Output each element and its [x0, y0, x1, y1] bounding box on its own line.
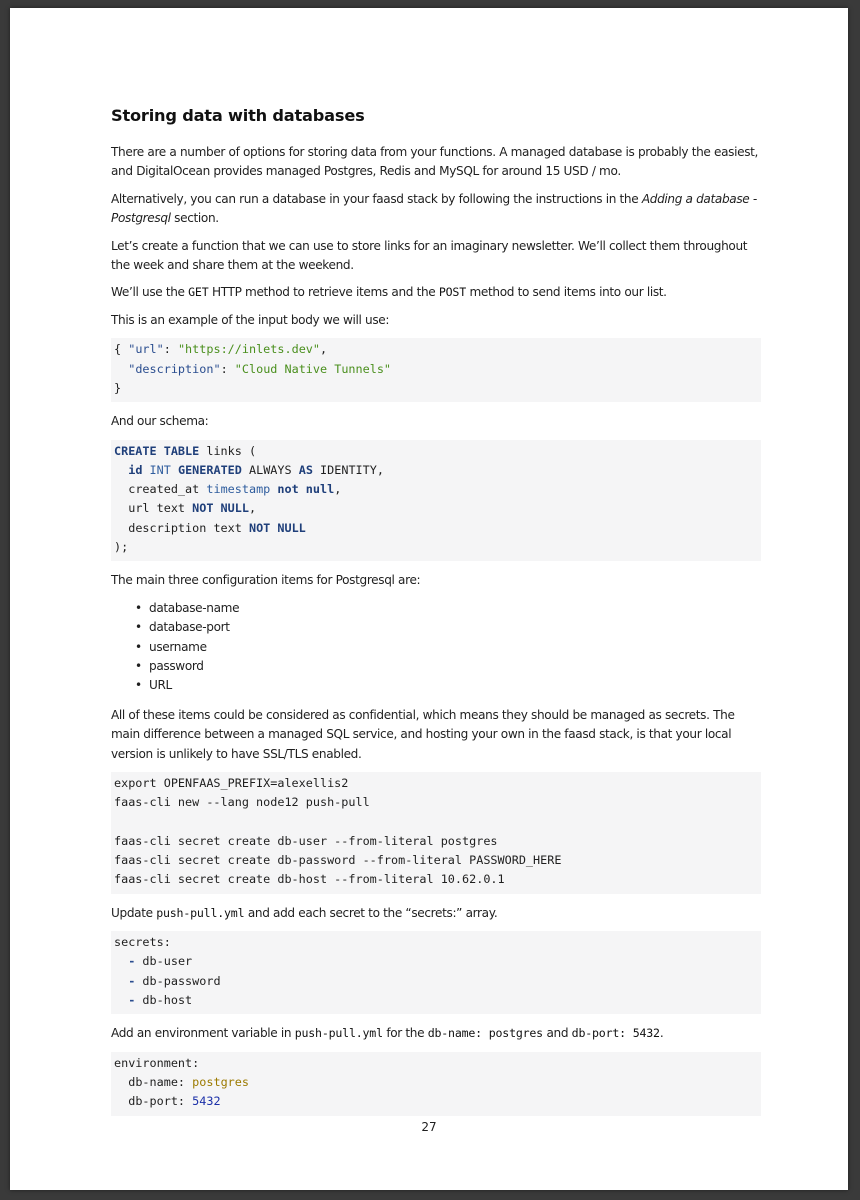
- code-token: not null: [277, 482, 335, 497]
- code-token: ,: [320, 342, 328, 357]
- code-token: db-name:: [128, 1075, 186, 1090]
- page-number: 27: [421, 1120, 437, 1134]
- paragraph-update-yml: [111, 904, 761, 923]
- code-line: faas-cli secret create db-user --from-literal postgres: [114, 833, 498, 848]
- text-segment: HTTP method to retrieve items and the: [208, 285, 439, 300]
- paragraph-alternative: [111, 190, 761, 229]
- code-token: IDENTITY,: [312, 462, 384, 477]
- code-token: );: [114, 540, 129, 555]
- code-block-shell: [111, 772, 761, 894]
- paragraph-intro: There are a number of options for storing data from your functions. A managed database is probably the easiest, and DigitalOcean provides managed Postgres, Redis and MySQL for around 15 USD / mo.: [111, 145, 759, 179]
- code-token: -: [128, 973, 136, 988]
- paragraph-methods: [111, 283, 761, 302]
- code-block-secrets: [111, 931, 761, 1014]
- code-block-sql: [111, 440, 761, 562]
- code-line: faas-cli secret create db-host --from-literal 10.62.0.1: [114, 872, 505, 887]
- code-token: :: [220, 361, 235, 376]
- code-line: faas-cli secret create db-password --from-literal PASSWORD_HERE: [114, 853, 562, 868]
- code-token: db-host: [135, 993, 193, 1008]
- code-token: GENERATED: [177, 462, 242, 477]
- code-line: environment:: [114, 1055, 200, 1070]
- code-token: url text: [128, 501, 193, 516]
- text-segment: and: [542, 1026, 572, 1041]
- list-item: • database-name: [149, 599, 761, 618]
- document-page: [10, 8, 848, 1190]
- inline-code-get: GET: [188, 285, 209, 300]
- code-token: "url": [128, 342, 164, 357]
- inline-code-db-name: db-name: postgres: [427, 1026, 543, 1041]
- text-segment: We’ll use the: [111, 285, 189, 300]
- text-segment: for the: [382, 1026, 428, 1041]
- inline-code-filename: push-pull.yml: [156, 905, 245, 920]
- list-item: • password: [149, 657, 761, 676]
- code-token: links (: [199, 443, 257, 458]
- code-token: description text: [128, 520, 249, 535]
- code-token: created_at: [128, 482, 207, 497]
- code-token: {: [114, 342, 129, 357]
- code-token: db-port:: [128, 1094, 186, 1109]
- list-item: • username: [149, 638, 761, 657]
- code-token: AS: [298, 462, 313, 477]
- code-token: "https://inlets.dev": [177, 342, 320, 357]
- paragraph-input-body: This is an example of the input body we will use:: [111, 312, 390, 327]
- inline-code-filename: push-pull.yml: [294, 1026, 383, 1041]
- list-item: • URL: [149, 676, 761, 695]
- paragraph-schema: And our schema:: [111, 414, 209, 429]
- paragraph-env-var: [111, 1024, 761, 1043]
- code-token: -: [128, 954, 136, 969]
- code-token: NOT NULL: [248, 520, 306, 535]
- code-token: -: [128, 993, 136, 1008]
- code-token: ,: [248, 501, 257, 516]
- code-token: "description": [128, 361, 221, 376]
- code-line: export OPENFAAS_PREFIX=alexellis2: [114, 775, 349, 790]
- text-segment: Update: [111, 905, 157, 920]
- section-heading: Storing data with databases: [111, 106, 365, 125]
- section-reference: Adding a database - Postgresql: [111, 191, 757, 226]
- code-token: db-user: [135, 954, 193, 969]
- code-token: INT: [149, 462, 171, 477]
- code-token: id: [128, 462, 143, 477]
- code-token: db-password: [135, 973, 221, 988]
- code-block-environment: [111, 1052, 761, 1116]
- text-segment: Alternatively, you can run a database in your faasd stack by following the instructions in the: [111, 191, 642, 206]
- text-segment: method to send items into our list.: [466, 285, 667, 300]
- inline-code-db-port: db-port: 5432: [571, 1026, 660, 1041]
- code-token: 5432: [192, 1094, 221, 1109]
- code-line: faas-cli new --lang node12 push-pull: [114, 795, 370, 810]
- paragraph-newsletter: Let’s create a function that we can use to store links for an imaginary newsletter. We’ll collect them throughout the week and share them at the weekend.: [111, 238, 748, 273]
- code-token: CREATE TABLE: [114, 443, 200, 458]
- page-content: [111, 104, 761, 1126]
- code-token: }: [114, 380, 122, 395]
- code-token: timestamp: [206, 482, 271, 497]
- text-segment: Add an environment variable in: [111, 1026, 295, 1041]
- code-token: ALWAYS: [241, 462, 299, 477]
- config-items-list: [111, 599, 761, 696]
- code-token: "Cloud Native Tunnels": [234, 361, 392, 376]
- code-block-json: [111, 338, 761, 402]
- text-segment: section.: [170, 211, 219, 226]
- code-token: ,: [334, 482, 342, 497]
- paragraph-config-intro: The main three configuration items for Postgresql are:: [111, 573, 421, 588]
- code-token: postgres: [192, 1075, 249, 1090]
- list-item: • database-port: [149, 618, 761, 637]
- code-line: secrets:: [114, 935, 171, 950]
- inline-code-post: POST: [438, 285, 466, 300]
- code-token: :: [163, 342, 178, 357]
- text-segment: and add each secret to the “secrets:” array.: [244, 905, 498, 920]
- code-token: NOT NULL: [192, 501, 249, 516]
- paragraph-confidential: All of these items could be considered as confidential, which means they should be managed as secrets. The main difference between a managed SQL service, and hosting your own in the faasd stack, is that your local version is unlikely to have SSL/TLS enabled.: [111, 707, 735, 761]
- text-segment: .: [659, 1026, 664, 1041]
